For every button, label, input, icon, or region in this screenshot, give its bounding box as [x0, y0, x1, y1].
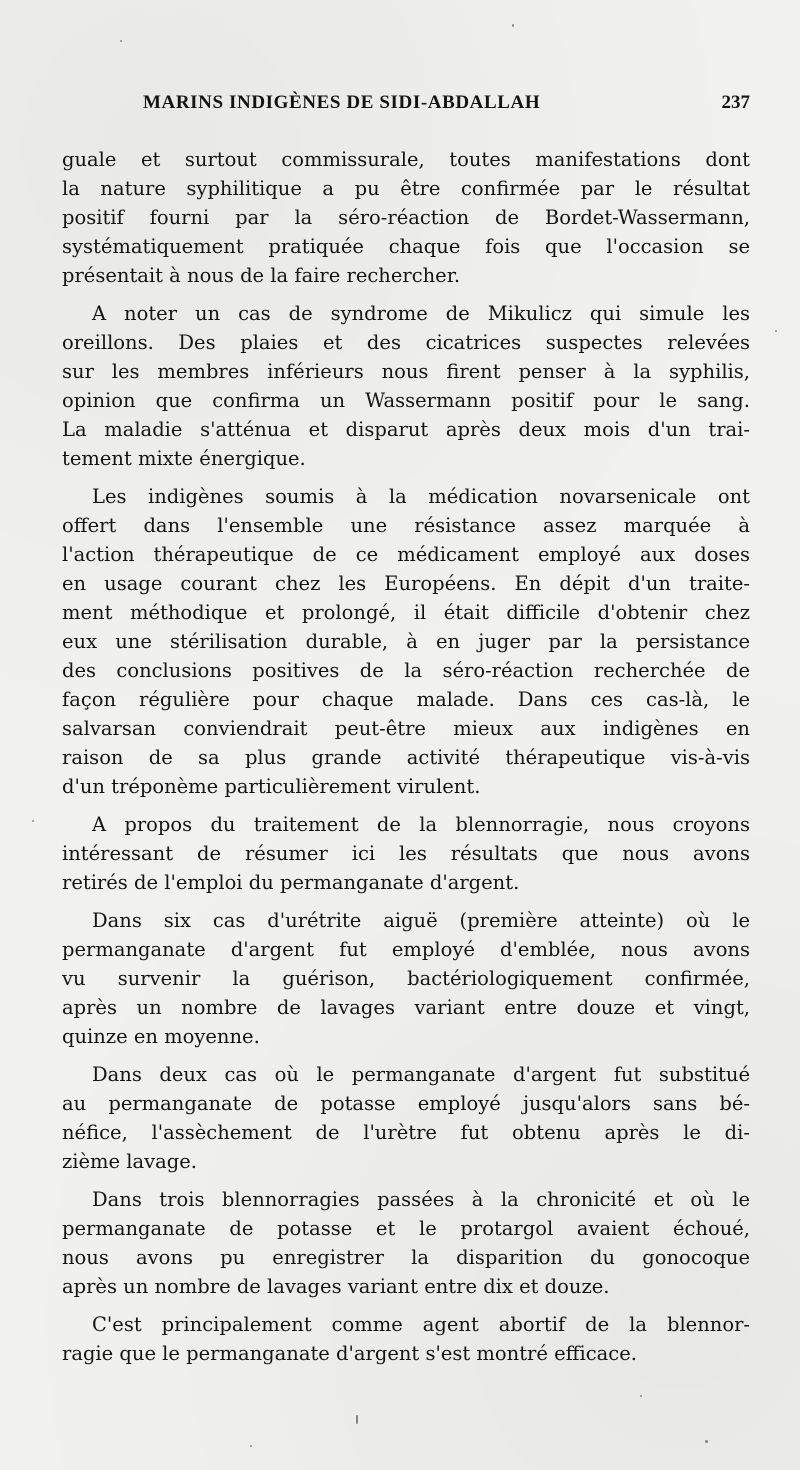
text-line: façon régulière pour chaque malade. Dans ces cas-là, le — [62, 688, 750, 711]
text-line: quinze en moyenne. — [62, 1025, 260, 1048]
text-line: positif fourni par la séro-réaction de Bordet-Wassermann, — [62, 206, 750, 229]
paragraph — [62, 482, 750, 801]
text-line: A propos du traitement de la blennorragie, nous croyons — [92, 813, 750, 836]
text-line: après un nombre de lavages variant entre douze et vingt, — [62, 996, 750, 1019]
text-line: en usage courant chez les Européens. En dépit d'un traite- — [62, 572, 750, 595]
text-line: Dans trois blennorragies passées à la chronicité et où le — [92, 1188, 750, 1211]
text-line: salvarsan conviendrait peut-être mieux aux indigènes en — [62, 717, 750, 740]
paragraph — [62, 299, 750, 473]
paragraph — [62, 906, 750, 1051]
text-line: présentait à nous de la faire rechercher. — [62, 264, 461, 287]
text-line: vu survenir la guérison, bactériologiquement confirmée, — [62, 967, 750, 990]
header-title: MARINS INDIGÈNES DE SIDI-ABDALLAH — [143, 92, 541, 113]
text-line: zième lavage. — [62, 1150, 198, 1173]
text-line: offert dans l'ensemble une résistance assez marquée à — [62, 514, 750, 537]
text-line: systématiquement pratiquée chaque fois que l'occasion se — [62, 235, 750, 258]
text-line: A noter un cas de syndrome de Mikulicz qui simule les — [92, 302, 750, 325]
paragraph — [62, 1185, 750, 1301]
text-line: l'action thérapeutique de ce médicament employé aux doses — [62, 543, 750, 566]
text-line: d'un tréponème particulièrement virulent. — [62, 775, 481, 798]
text-line: La maladie s'atténua et disparut après deux mois d'un trai- — [62, 418, 750, 441]
text-line: guale et surtout commissurale, toutes manifestations dont — [62, 148, 750, 171]
text-line: oreillons. Des plaies et des cicatrices suspectes relevées — [62, 331, 750, 354]
text-line: C'est principalement comme agent abortif de la blennor- — [92, 1313, 750, 1336]
text-line: permanganate de potasse et le protargol avaient échoué, — [62, 1217, 750, 1240]
text-line: opinion que confirma un Wassermann positif pour le sang. — [62, 389, 750, 412]
text-line: Dans deux cas où le permanganate d'argent fut substitué — [92, 1063, 750, 1086]
text-line: ment méthodique et prolongé, il était difficile d'obtenir chez — [62, 601, 750, 624]
text-line: néfice, l'assèchement de l'urètre fut obtenu après le di- — [62, 1121, 750, 1144]
text-line: la nature syphilitique a pu être confirmée par le résultat — [62, 177, 750, 200]
text-line: des conclusions positives de la séro-réaction recherchée de — [62, 659, 750, 682]
text-line: raison de sa plus grande activité thérapeutique vis-à-vis — [62, 746, 750, 769]
text-line: Dans six cas d'urétrite aiguë (première atteinte) où le — [92, 909, 750, 932]
text-line: au permanganate de potasse employé jusqu'alors sans bé- — [62, 1092, 750, 1115]
text-line: ragie que le permanganate d'argent s'est montré efficace. — [62, 1342, 637, 1365]
text-line: après un nombre de lavages variant entre dix et douze. — [62, 1275, 610, 1298]
paragraph — [62, 1060, 750, 1176]
text-line: tement mixte énergique. — [62, 447, 306, 470]
text-line: intéressant de résumer ici les résultats que nous avons — [62, 842, 750, 865]
running-header — [60, 92, 750, 122]
text-line: nous avons pu enregistrer la disparition du gonocoque — [62, 1246, 750, 1269]
body-text — [62, 145, 750, 1377]
text-line: retirés de l'emploi du permanganate d'argent. — [62, 871, 520, 894]
page-number: 237 — [721, 92, 750, 113]
text-line: Les indigènes soumis à la médication novarsenicale ont — [92, 485, 750, 508]
text-line: permanganate d'argent fut employé d'emblée, nous avons — [62, 938, 750, 961]
paragraph — [62, 1310, 750, 1368]
text-line: eux une stérilisation durable, à en juger par la persistance — [62, 630, 750, 653]
text-line: sur les membres inférieurs nous firent penser à la syphilis, — [62, 360, 750, 383]
paragraph — [62, 145, 750, 290]
paragraph — [62, 810, 750, 897]
